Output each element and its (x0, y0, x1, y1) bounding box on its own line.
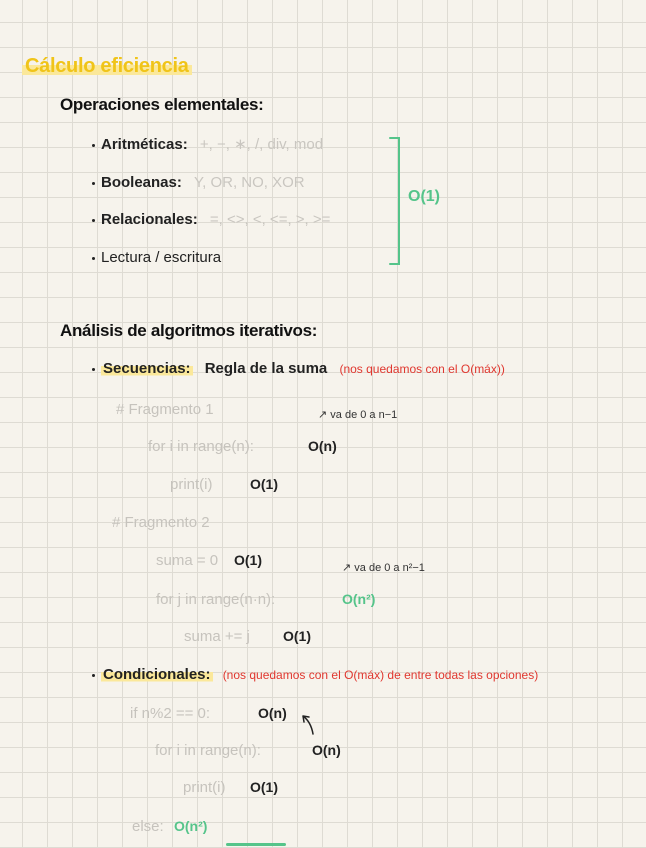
bracket-complexity-label: O(1) (408, 188, 440, 205)
item-ops: =, <>, <, <=, >, >= (209, 211, 331, 228)
arrow-icon: ↗ (318, 409, 328, 421)
code-line-if: if n%2 == 0: (130, 705, 211, 722)
complexity-sum: O(1) (283, 628, 311, 644)
code-line-for: for i in range(n): (148, 438, 254, 455)
complexity-if: O(n) (258, 705, 287, 721)
bullet-icon (92, 257, 95, 260)
heading-algoritmos-iterativos: Análisis de algoritmos iterativos: (60, 321, 318, 340)
bullet-icon (92, 182, 95, 185)
loop-range-note-text: va de 0 a n−1 (330, 409, 398, 421)
loop-range-note-text: va de 0 a n²−1 (354, 562, 425, 574)
item-label: Aritméticas: (101, 136, 188, 153)
complexity-for: O(n²) (342, 591, 376, 607)
item-label: Relacionales: (101, 211, 198, 228)
complexity-else: O(n²) (174, 818, 208, 834)
condicionales-note: (nos quedamos con el O(máx) de entre todas las opciones) (222, 668, 539, 682)
item-ops: Y, OR, NO, XOR (194, 174, 305, 191)
complexity-print: O(1) (250, 476, 278, 492)
complexity-for: O(n) (312, 742, 341, 758)
item-label: Lectura / escritura (101, 249, 222, 266)
rule-text: Regla de la suma (204, 360, 328, 377)
condicionales-label: Condicionales: (103, 666, 211, 683)
loop-range-note (342, 563, 425, 574)
code-line-print: print(i) (170, 476, 213, 493)
code-line-for: for j in range(n·n): (156, 591, 276, 608)
list-item-relacionales (92, 212, 330, 227)
bracket-icon (388, 136, 404, 268)
secuencias-label: Secuencias: (103, 360, 191, 377)
code-line-print: print(i) (183, 779, 226, 796)
code-comment-fragment1: # Fragmento 1 (116, 401, 214, 418)
list-item-secuencias (92, 361, 505, 376)
bullet-icon (92, 368, 95, 371)
code-comment-fragment2: # Fragmento 2 (112, 514, 210, 531)
page-title: Cálculo eficiencia (22, 56, 192, 76)
arrow-icon: ↗ (342, 562, 352, 574)
underline-mark (226, 843, 286, 846)
item-ops: +, −, ∗, /, div, mod (199, 136, 324, 153)
heading-operaciones-elementales: Operaciones elementales: (60, 95, 264, 114)
loop-range-note (318, 410, 397, 421)
code-line-for: for i in range(n): (155, 742, 261, 759)
list-item-booleanas (92, 175, 305, 190)
item-label: Booleanas: (101, 174, 182, 191)
code-line-else: else: (132, 818, 164, 835)
list-item-aritmeticas (92, 137, 323, 152)
code-line-assign: suma = 0 (156, 552, 219, 569)
list-item-lectura-escritura (92, 250, 221, 265)
complexity-for: O(n) (308, 438, 337, 454)
bullet-icon (92, 219, 95, 222)
complexity-print: O(1) (250, 779, 278, 795)
rule-note: (nos quedamos con el O(máx)) (339, 362, 505, 376)
bullet-icon (92, 144, 95, 147)
code-line-sum: suma += j (184, 628, 250, 645)
complexity-assign: O(1) (234, 552, 262, 568)
arrow-icon (299, 712, 317, 738)
bullet-icon (92, 674, 95, 677)
list-item-condicionales (92, 667, 538, 682)
